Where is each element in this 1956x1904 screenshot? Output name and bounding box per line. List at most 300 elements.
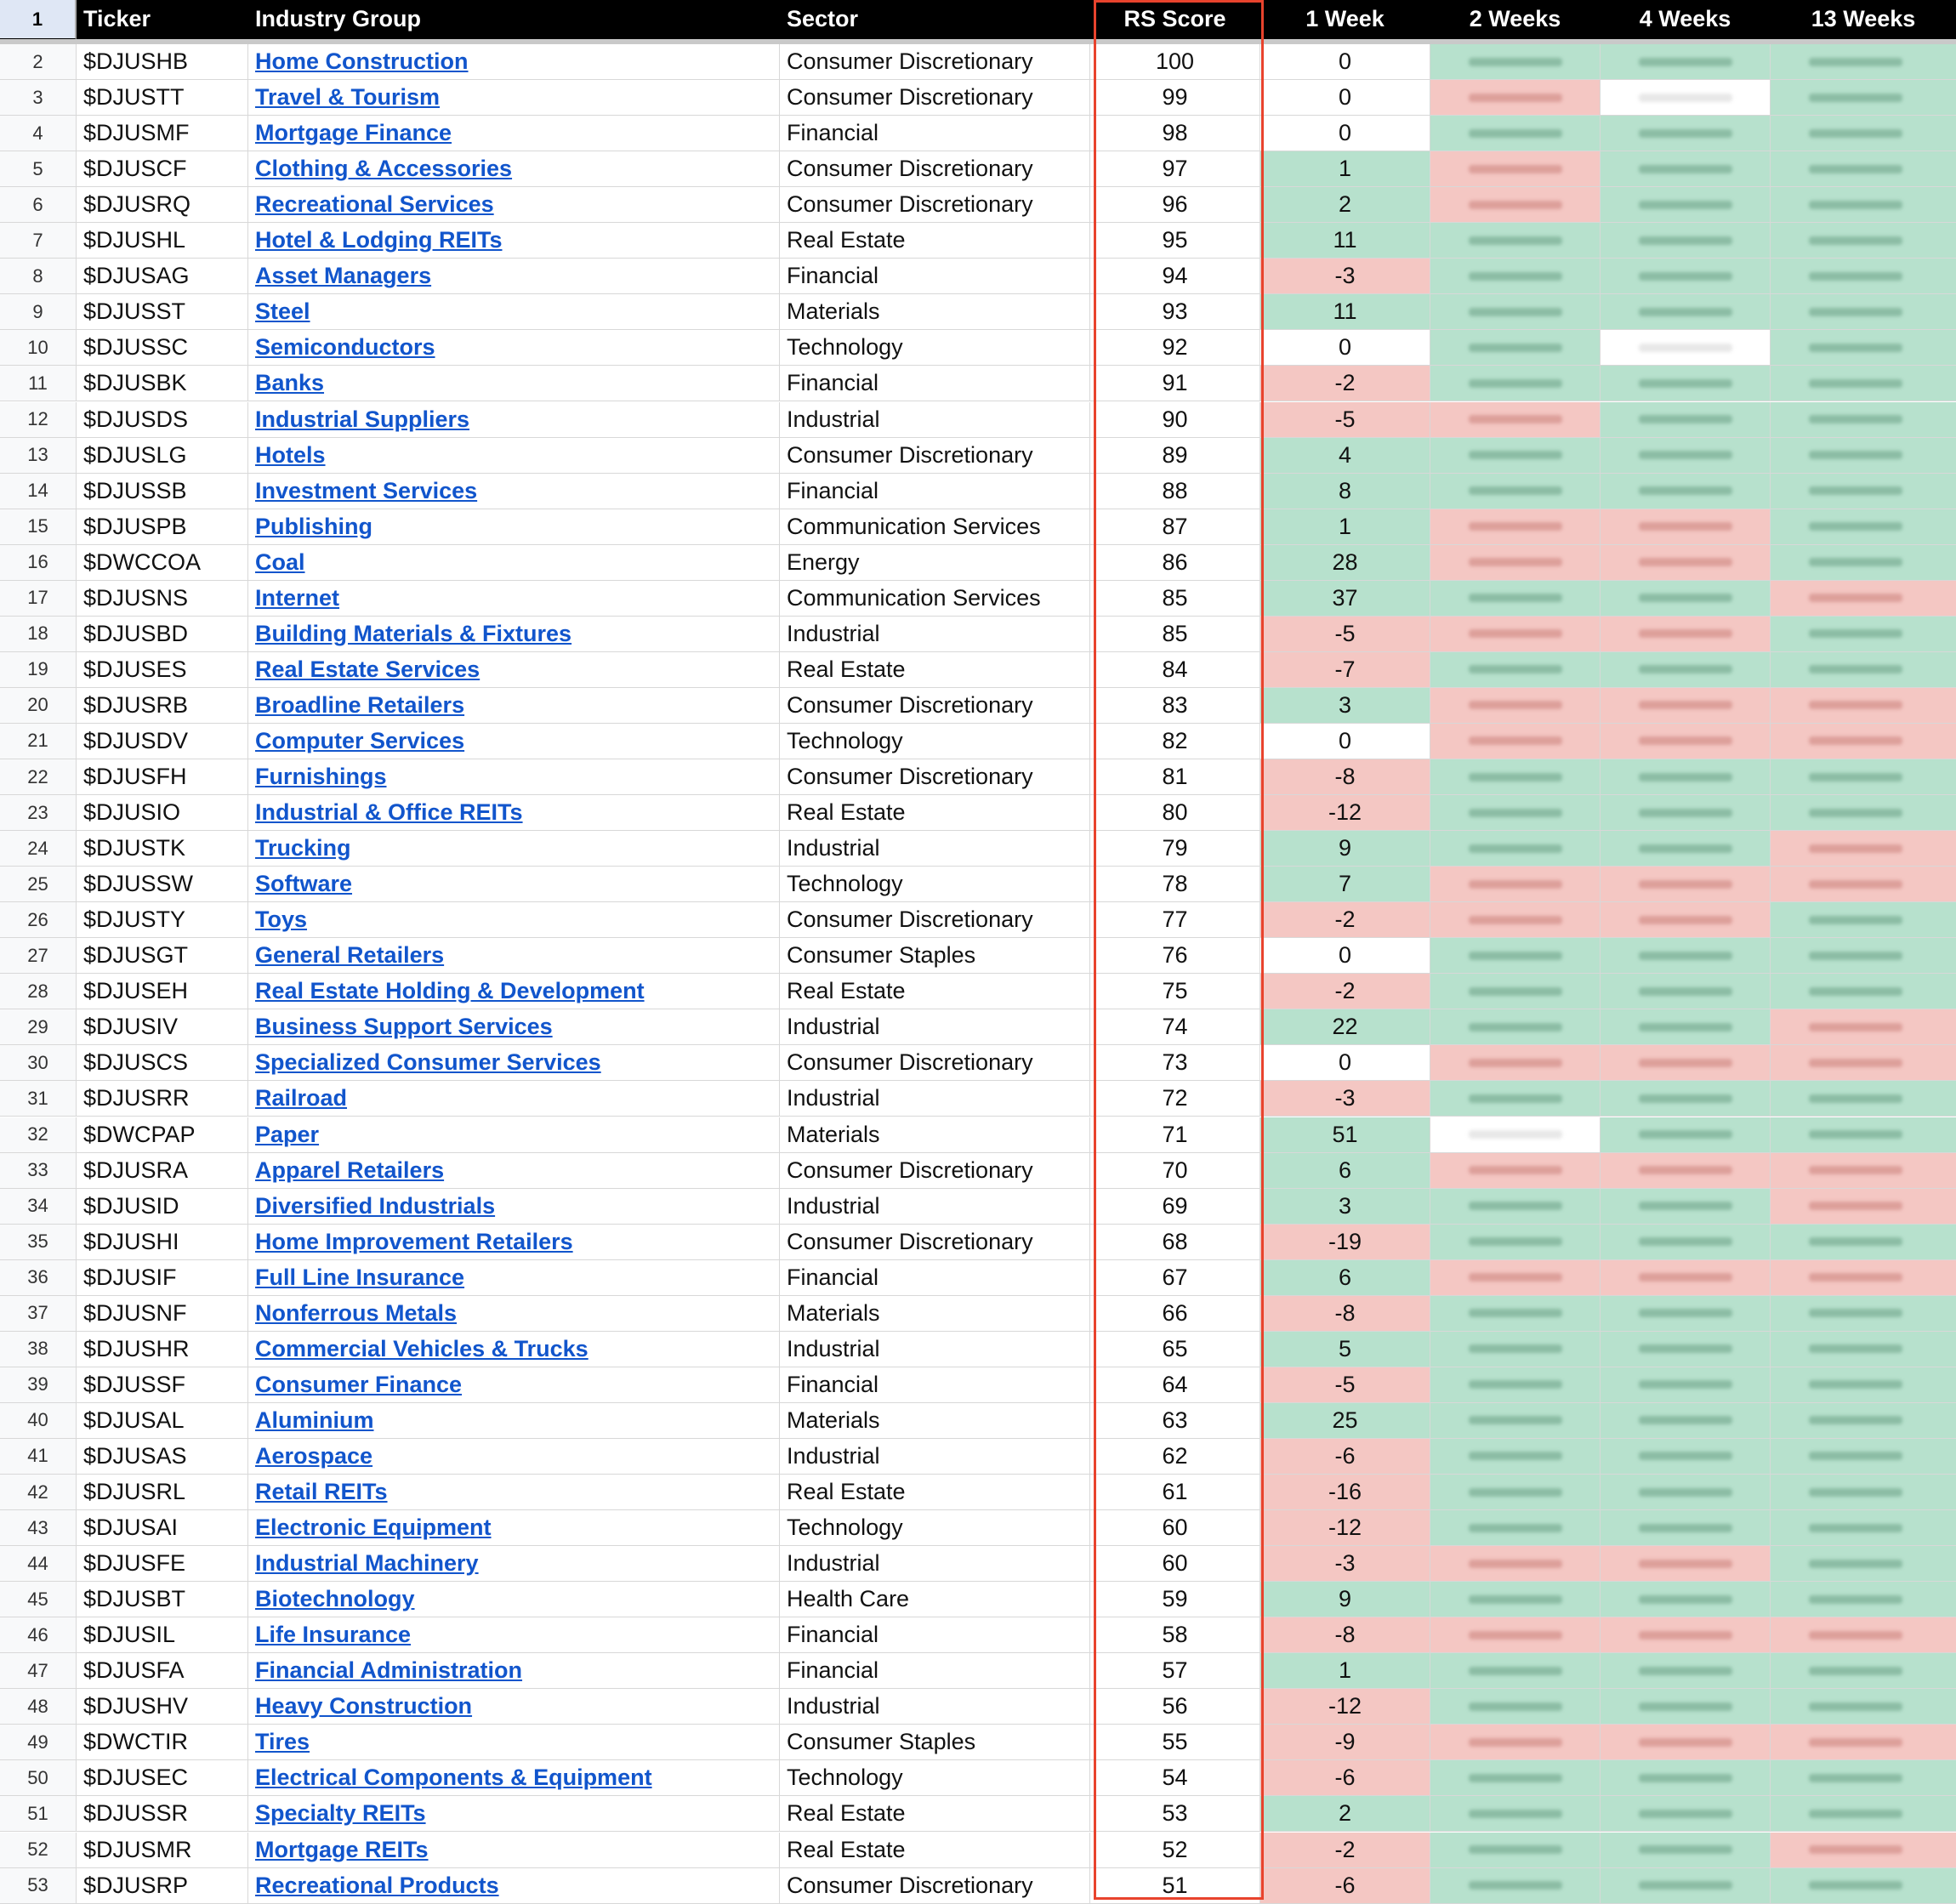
row-number[interactable]: 47: [0, 1653, 77, 1689]
one-week-change-cell[interactable]: 6: [1260, 1260, 1430, 1296]
one-week-change-cell[interactable]: 7: [1260, 867, 1430, 902]
one-week-change-cell[interactable]: -2: [1260, 1833, 1430, 1868]
industry-group-cell[interactable]: [248, 1081, 780, 1117]
one-week-change-cell[interactable]: 0: [1260, 938, 1430, 974]
thirteen-weeks-change-cell[interactable]: [1771, 617, 1956, 652]
one-week-change-cell[interactable]: -19: [1260, 1225, 1430, 1260]
one-week-change-cell[interactable]: 28: [1260, 545, 1430, 581]
two-weeks-change-cell[interactable]: [1430, 1332, 1601, 1367]
industry-group-cell[interactable]: [248, 867, 780, 902]
row-number[interactable]: 38: [0, 1332, 77, 1367]
ticker-cell[interactable]: $DJUSBT: [77, 1582, 248, 1617]
industry-group-link[interactable]: Paper: [255, 1121, 320, 1147]
industry-group-link[interactable]: Publishing: [255, 513, 372, 539]
industry-group-link[interactable]: Broadline Retailers: [255, 691, 465, 718]
ticker-cell[interactable]: $DJUSHR: [77, 1332, 248, 1367]
thirteen-weeks-change-cell[interactable]: [1771, 1582, 1956, 1617]
sector-cell[interactable]: Real Estate: [780, 223, 1090, 259]
column-header-13-weeks[interactable]: 13 Weeks: [1771, 0, 1956, 39]
rs-score-cell[interactable]: 55: [1090, 1725, 1260, 1760]
two-weeks-change-cell[interactable]: [1430, 1117, 1601, 1153]
two-weeks-change-cell[interactable]: [1430, 1868, 1601, 1904]
sector-cell[interactable]: Industrial: [780, 1546, 1090, 1582]
thirteen-weeks-change-cell[interactable]: [1771, 294, 1956, 330]
one-week-change-cell[interactable]: -7: [1260, 652, 1430, 688]
thirteen-weeks-change-cell[interactable]: [1771, 688, 1956, 724]
rs-score-cell[interactable]: 90: [1090, 402, 1260, 438]
industry-group-cell[interactable]: [248, 1475, 780, 1510]
row-number[interactable]: 34: [0, 1189, 77, 1225]
rs-score-cell[interactable]: 84: [1090, 652, 1260, 688]
ticker-cell[interactable]: $DJUSIL: [77, 1617, 248, 1653]
row-number[interactable]: 11: [0, 366, 77, 401]
row-number[interactable]: 42: [0, 1475, 77, 1510]
four-weeks-change-cell[interactable]: [1601, 80, 1771, 116]
rs-score-cell[interactable]: 74: [1090, 1009, 1260, 1045]
two-weeks-change-cell[interactable]: [1430, 581, 1601, 617]
four-weeks-change-cell[interactable]: [1601, 1367, 1771, 1403]
ticker-cell[interactable]: $DJUSES: [77, 652, 248, 688]
four-weeks-change-cell[interactable]: [1601, 1868, 1771, 1904]
sector-cell[interactable]: Consumer Discretionary: [780, 438, 1090, 474]
sector-cell[interactable]: Materials: [780, 294, 1090, 330]
two-weeks-change-cell[interactable]: [1430, 1833, 1601, 1868]
two-weeks-change-cell[interactable]: [1430, 1760, 1601, 1796]
industry-group-cell[interactable]: [248, 1009, 780, 1045]
one-week-change-cell[interactable]: 0: [1260, 44, 1430, 80]
row-number[interactable]: 29: [0, 1009, 77, 1045]
four-weeks-change-cell[interactable]: [1601, 1153, 1771, 1189]
two-weeks-change-cell[interactable]: [1430, 1796, 1601, 1832]
ticker-cell[interactable]: $DJUSCS: [77, 1045, 248, 1081]
rs-score-cell[interactable]: 95: [1090, 223, 1260, 259]
sector-cell[interactable]: Real Estate: [780, 974, 1090, 1009]
ticker-cell[interactable]: $DWCCOA: [77, 545, 248, 581]
four-weeks-change-cell[interactable]: [1601, 1689, 1771, 1725]
four-weeks-change-cell[interactable]: [1601, 938, 1771, 974]
one-week-change-cell[interactable]: -8: [1260, 1617, 1430, 1653]
rs-score-cell[interactable]: 79: [1090, 831, 1260, 867]
rs-score-cell[interactable]: 86: [1090, 545, 1260, 581]
sector-cell[interactable]: Consumer Discretionary: [780, 902, 1090, 938]
rs-score-cell[interactable]: 78: [1090, 867, 1260, 902]
industry-group-cell[interactable]: [248, 1189, 780, 1225]
four-weeks-change-cell[interactable]: [1601, 759, 1771, 795]
four-weeks-change-cell[interactable]: [1601, 831, 1771, 867]
thirteen-weeks-change-cell[interactable]: [1771, 974, 1956, 1009]
thirteen-weeks-change-cell[interactable]: [1771, 1653, 1956, 1689]
sector-cell[interactable]: Industrial: [780, 1689, 1090, 1725]
one-week-change-cell[interactable]: 2: [1260, 187, 1430, 223]
ticker-cell[interactable]: $DJUSIF: [77, 1260, 248, 1296]
two-weeks-change-cell[interactable]: [1430, 187, 1601, 223]
sector-cell[interactable]: Industrial: [780, 1009, 1090, 1045]
two-weeks-change-cell[interactable]: [1430, 831, 1601, 867]
row-number[interactable]: 24: [0, 831, 77, 867]
two-weeks-change-cell[interactable]: [1430, 44, 1601, 80]
rs-score-cell[interactable]: 52: [1090, 1833, 1260, 1868]
industry-group-cell[interactable]: [248, 474, 780, 509]
rs-score-cell[interactable]: 82: [1090, 724, 1260, 759]
ticker-cell[interactable]: $DJUSAG: [77, 259, 248, 294]
industry-group-cell[interactable]: [248, 617, 780, 652]
one-week-change-cell[interactable]: -16: [1260, 1475, 1430, 1510]
ticker-cell[interactable]: $DJUSST: [77, 294, 248, 330]
industry-group-link[interactable]: Commercial Vehicles & Trucks: [255, 1335, 589, 1361]
one-week-change-cell[interactable]: -2: [1260, 902, 1430, 938]
four-weeks-change-cell[interactable]: [1601, 1475, 1771, 1510]
industry-group-link[interactable]: Recreational Products: [255, 1872, 499, 1898]
thirteen-weeks-change-cell[interactable]: [1771, 581, 1956, 617]
row-number[interactable]: 41: [0, 1439, 77, 1475]
row-number[interactable]: 39: [0, 1367, 77, 1403]
ticker-cell[interactable]: $DJUSPB: [77, 509, 248, 545]
thirteen-weeks-change-cell[interactable]: [1771, 1546, 1956, 1582]
two-weeks-change-cell[interactable]: [1430, 259, 1601, 294]
industry-group-cell[interactable]: [248, 1117, 780, 1153]
industry-group-link[interactable]: Aluminium: [255, 1407, 374, 1433]
sector-cell[interactable]: Financial: [780, 1260, 1090, 1296]
thirteen-weeks-change-cell[interactable]: [1771, 759, 1956, 795]
industry-group-link[interactable]: Tires: [255, 1729, 310, 1755]
thirteen-weeks-change-cell[interactable]: [1771, 652, 1956, 688]
rs-score-cell[interactable]: 93: [1090, 294, 1260, 330]
four-weeks-change-cell[interactable]: [1601, 1403, 1771, 1439]
thirteen-weeks-change-cell[interactable]: [1771, 1117, 1956, 1153]
industry-group-link[interactable]: Toys: [255, 907, 308, 933]
rs-score-cell[interactable]: 75: [1090, 974, 1260, 1009]
one-week-change-cell[interactable]: -12: [1260, 1510, 1430, 1546]
column-header-4-weeks[interactable]: 4 Weeks: [1601, 0, 1771, 39]
industry-group-cell[interactable]: [248, 1332, 780, 1367]
ticker-cell[interactable]: $DJUSSF: [77, 1367, 248, 1403]
one-week-change-cell[interactable]: 8: [1260, 474, 1430, 509]
rs-score-cell[interactable]: 98: [1090, 116, 1260, 151]
four-weeks-change-cell[interactable]: [1601, 151, 1771, 187]
two-weeks-change-cell[interactable]: [1430, 1153, 1601, 1189]
sector-cell[interactable]: Consumer Discretionary: [780, 151, 1090, 187]
row-number[interactable]: 30: [0, 1045, 77, 1081]
one-week-change-cell[interactable]: 0: [1260, 116, 1430, 151]
industry-group-cell[interactable]: [248, 1796, 780, 1832]
row-number[interactable]: 43: [0, 1510, 77, 1546]
row-number[interactable]: 45: [0, 1582, 77, 1617]
sector-cell[interactable]: Financial: [780, 259, 1090, 294]
row-number[interactable]: 36: [0, 1260, 77, 1296]
sector-cell[interactable]: Consumer Discretionary: [780, 1045, 1090, 1081]
ticker-cell[interactable]: $DJUSMR: [77, 1833, 248, 1868]
ticker-cell[interactable]: $DJUSTK: [77, 831, 248, 867]
industry-group-link[interactable]: Internet: [255, 584, 340, 611]
rs-score-cell[interactable]: 77: [1090, 902, 1260, 938]
thirteen-weeks-change-cell[interactable]: [1771, 80, 1956, 116]
two-weeks-change-cell[interactable]: [1430, 1189, 1601, 1225]
rs-score-cell[interactable]: 63: [1090, 1403, 1260, 1439]
four-weeks-change-cell[interactable]: [1601, 867, 1771, 902]
ticker-cell[interactable]: $DJUSBK: [77, 366, 248, 401]
sector-cell[interactable]: Consumer Discretionary: [780, 187, 1090, 223]
two-weeks-change-cell[interactable]: [1430, 1403, 1601, 1439]
thirteen-weeks-change-cell[interactable]: [1771, 938, 1956, 974]
thirteen-weeks-change-cell[interactable]: [1771, 1189, 1956, 1225]
four-weeks-change-cell[interactable]: [1601, 795, 1771, 831]
industry-group-link[interactable]: Asset Managers: [255, 263, 432, 289]
industry-group-cell[interactable]: [248, 402, 780, 438]
industry-group-cell[interactable]: [248, 1510, 780, 1546]
sector-cell[interactable]: Technology: [780, 1510, 1090, 1546]
sector-cell[interactable]: Industrial: [780, 831, 1090, 867]
sector-cell[interactable]: Financial: [780, 116, 1090, 151]
ticker-cell[interactable]: $DJUSDS: [77, 402, 248, 438]
row-number[interactable]: 48: [0, 1689, 77, 1725]
thirteen-weeks-change-cell[interactable]: [1771, 1153, 1956, 1189]
row-number[interactable]: 6: [0, 187, 77, 223]
sector-cell[interactable]: Health Care: [780, 1582, 1090, 1617]
rs-score-cell[interactable]: 88: [1090, 474, 1260, 509]
rs-score-cell[interactable]: 87: [1090, 509, 1260, 545]
industry-group-link[interactable]: Mortgage REITs: [255, 1836, 429, 1862]
ticker-cell[interactable]: $DJUSRB: [77, 688, 248, 724]
industry-group-cell[interactable]: [248, 1403, 780, 1439]
ticker-cell[interactable]: $DJUSRP: [77, 1868, 248, 1904]
thirteen-weeks-change-cell[interactable]: [1771, 1796, 1956, 1832]
four-weeks-change-cell[interactable]: [1601, 1617, 1771, 1653]
one-week-change-cell[interactable]: 1: [1260, 151, 1430, 187]
four-weeks-change-cell[interactable]: [1601, 1439, 1771, 1475]
column-header-rs-score[interactable]: RS Score: [1090, 0, 1260, 39]
row-number[interactable]: 25: [0, 867, 77, 902]
row-number[interactable]: 23: [0, 795, 77, 831]
row-number[interactable]: 13: [0, 438, 77, 474]
one-week-change-cell[interactable]: -3: [1260, 1081, 1430, 1117]
row-number[interactable]: 32: [0, 1117, 77, 1153]
ticker-cell[interactable]: $DJUSHB: [77, 44, 248, 80]
row-number[interactable]: 33: [0, 1153, 77, 1189]
row-number[interactable]: 2: [0, 44, 77, 80]
four-weeks-change-cell[interactable]: [1601, 724, 1771, 759]
ticker-cell[interactable]: $DJUSSB: [77, 474, 248, 509]
industry-group-cell[interactable]: [248, 1045, 780, 1081]
ticker-cell[interactable]: $DJUSFA: [77, 1653, 248, 1689]
thirteen-weeks-change-cell[interactable]: [1771, 474, 1956, 509]
rs-score-cell[interactable]: 66: [1090, 1296, 1260, 1332]
two-weeks-change-cell[interactable]: [1430, 1725, 1601, 1760]
four-weeks-change-cell[interactable]: [1601, 438, 1771, 474]
rs-score-cell[interactable]: 76: [1090, 938, 1260, 974]
rs-score-cell[interactable]: 80: [1090, 795, 1260, 831]
two-weeks-change-cell[interactable]: [1430, 223, 1601, 259]
two-weeks-change-cell[interactable]: [1430, 795, 1601, 831]
two-weeks-change-cell[interactable]: [1430, 1546, 1601, 1582]
ticker-cell[interactable]: $DJUSID: [77, 1189, 248, 1225]
two-weeks-change-cell[interactable]: [1430, 438, 1601, 474]
column-header-1-week[interactable]: 1 Week: [1260, 0, 1430, 39]
ticker-cell[interactable]: $DJUSTT: [77, 80, 248, 116]
industry-group-cell[interactable]: [248, 581, 780, 617]
two-weeks-change-cell[interactable]: [1430, 902, 1601, 938]
industry-group-link[interactable]: Life Insurance: [255, 1622, 412, 1648]
rs-score-cell[interactable]: 71: [1090, 1117, 1260, 1153]
two-weeks-change-cell[interactable]: [1430, 938, 1601, 974]
industry-group-link[interactable]: Consumer Finance: [255, 1371, 463, 1397]
ticker-cell[interactable]: $DWCTIR: [77, 1725, 248, 1760]
industry-group-link[interactable]: Electrical Components & Equipment: [255, 1765, 652, 1791]
row-number[interactable]: 14: [0, 474, 77, 509]
industry-group-cell[interactable]: [248, 831, 780, 867]
four-weeks-change-cell[interactable]: [1601, 1225, 1771, 1260]
rs-score-cell[interactable]: 54: [1090, 1760, 1260, 1796]
four-weeks-change-cell[interactable]: [1601, 652, 1771, 688]
sector-cell[interactable]: Real Estate: [780, 1796, 1090, 1832]
four-weeks-change-cell[interactable]: [1601, 259, 1771, 294]
row-number[interactable]: 8: [0, 259, 77, 294]
one-week-change-cell[interactable]: 0: [1260, 1045, 1430, 1081]
thirteen-weeks-change-cell[interactable]: [1771, 1225, 1956, 1260]
column-header-ticker[interactable]: Ticker: [77, 0, 248, 39]
industry-group-cell[interactable]: [248, 1546, 780, 1582]
industry-group-link[interactable]: Aerospace: [255, 1442, 373, 1469]
two-weeks-change-cell[interactable]: [1430, 688, 1601, 724]
thirteen-weeks-change-cell[interactable]: [1771, 1439, 1956, 1475]
industry-group-cell[interactable]: [248, 223, 780, 259]
ticker-cell[interactable]: $DJUSFH: [77, 759, 248, 795]
sector-cell[interactable]: Real Estate: [780, 1475, 1090, 1510]
thirteen-weeks-change-cell[interactable]: [1771, 724, 1956, 759]
two-weeks-change-cell[interactable]: [1430, 151, 1601, 187]
four-weeks-change-cell[interactable]: [1601, 1760, 1771, 1796]
row-number[interactable]: 49: [0, 1725, 77, 1760]
four-weeks-change-cell[interactable]: [1601, 402, 1771, 438]
industry-group-cell[interactable]: [248, 80, 780, 116]
thirteen-weeks-change-cell[interactable]: [1771, 1617, 1956, 1653]
thirteen-weeks-change-cell[interactable]: [1771, 1833, 1956, 1868]
industry-group-cell[interactable]: [248, 116, 780, 151]
industry-group-cell[interactable]: [248, 902, 780, 938]
row-number[interactable]: 53: [0, 1868, 77, 1904]
thirteen-weeks-change-cell[interactable]: [1771, 831, 1956, 867]
four-weeks-change-cell[interactable]: [1601, 294, 1771, 330]
thirteen-weeks-change-cell[interactable]: [1771, 187, 1956, 223]
industry-group-link[interactable]: Biotechnology: [255, 1586, 415, 1612]
sector-cell[interactable]: Technology: [780, 330, 1090, 366]
two-weeks-change-cell[interactable]: [1430, 294, 1601, 330]
row-number[interactable]: 18: [0, 617, 77, 652]
industry-group-link[interactable]: Semiconductors: [255, 334, 435, 361]
two-weeks-change-cell[interactable]: [1430, 1009, 1601, 1045]
sector-cell[interactable]: Real Estate: [780, 652, 1090, 688]
four-weeks-change-cell[interactable]: [1601, 1653, 1771, 1689]
industry-group-cell[interactable]: [248, 1260, 780, 1296]
industry-group-cell[interactable]: [248, 1617, 780, 1653]
sector-cell[interactable]: Consumer Staples: [780, 938, 1090, 974]
industry-group-link[interactable]: Furnishings: [255, 764, 387, 790]
ticker-cell[interactable]: $DJUSIO: [77, 795, 248, 831]
industry-group-cell[interactable]: [248, 1582, 780, 1617]
thirteen-weeks-change-cell[interactable]: [1771, 1725, 1956, 1760]
rs-score-cell[interactable]: 58: [1090, 1617, 1260, 1653]
ticker-cell[interactable]: $DJUSAI: [77, 1510, 248, 1546]
thirteen-weeks-change-cell[interactable]: [1771, 1868, 1956, 1904]
industry-group-link[interactable]: Investment Services: [255, 477, 478, 503]
sector-cell[interactable]: Consumer Discretionary: [780, 688, 1090, 724]
industry-group-link[interactable]: Coal: [255, 548, 305, 575]
four-weeks-change-cell[interactable]: [1601, 902, 1771, 938]
sector-cell[interactable]: Materials: [780, 1117, 1090, 1153]
sector-cell[interactable]: Energy: [780, 545, 1090, 581]
sector-cell[interactable]: Consumer Discretionary: [780, 80, 1090, 116]
row-number[interactable]: 12: [0, 402, 77, 438]
industry-group-cell[interactable]: [248, 44, 780, 80]
industry-group-link[interactable]: Real Estate Services: [255, 656, 480, 682]
thirteen-weeks-change-cell[interactable]: [1771, 366, 1956, 401]
one-week-change-cell[interactable]: 0: [1260, 80, 1430, 116]
industry-group-cell[interactable]: [248, 1653, 780, 1689]
thirteen-weeks-change-cell[interactable]: [1771, 1510, 1956, 1546]
industry-group-link[interactable]: Hotels: [255, 441, 326, 468]
one-week-change-cell[interactable]: -5: [1260, 402, 1430, 438]
four-weeks-change-cell[interactable]: [1601, 1833, 1771, 1868]
industry-group-link[interactable]: Full Line Insurance: [255, 1264, 465, 1290]
industry-group-cell[interactable]: [248, 1153, 780, 1189]
four-weeks-change-cell[interactable]: [1601, 581, 1771, 617]
rs-score-cell[interactable]: 83: [1090, 688, 1260, 724]
row-number[interactable]: 22: [0, 759, 77, 795]
row-number[interactable]: 50: [0, 1760, 77, 1796]
ticker-cell[interactable]: $DJUSNF: [77, 1296, 248, 1332]
industry-group-link[interactable]: Industrial & Office REITs: [255, 799, 523, 826]
four-weeks-change-cell[interactable]: [1601, 617, 1771, 652]
two-weeks-change-cell[interactable]: [1430, 1260, 1601, 1296]
two-weeks-change-cell[interactable]: [1430, 116, 1601, 151]
row-number[interactable]: 20: [0, 688, 77, 724]
two-weeks-change-cell[interactable]: [1430, 1617, 1601, 1653]
industry-group-cell[interactable]: [248, 1833, 780, 1868]
rs-score-cell[interactable]: 60: [1090, 1546, 1260, 1582]
sector-cell[interactable]: Technology: [780, 724, 1090, 759]
rs-score-cell[interactable]: 59: [1090, 1582, 1260, 1617]
row-number[interactable]: 9: [0, 294, 77, 330]
two-weeks-change-cell[interactable]: [1430, 80, 1601, 116]
industry-group-cell[interactable]: [248, 294, 780, 330]
rs-score-cell[interactable]: 94: [1090, 259, 1260, 294]
two-weeks-change-cell[interactable]: [1430, 1439, 1601, 1475]
ticker-cell[interactable]: $DJUSSW: [77, 867, 248, 902]
row-number[interactable]: 7: [0, 223, 77, 259]
ticker-cell[interactable]: $DJUSSC: [77, 330, 248, 366]
thirteen-weeks-change-cell[interactable]: [1771, 402, 1956, 438]
industry-group-cell[interactable]: [248, 974, 780, 1009]
row-number[interactable]: 19: [0, 652, 77, 688]
thirteen-weeks-change-cell[interactable]: [1771, 259, 1956, 294]
one-week-change-cell[interactable]: 5: [1260, 1332, 1430, 1367]
industry-group-cell[interactable]: [248, 938, 780, 974]
thirteen-weeks-change-cell[interactable]: [1771, 795, 1956, 831]
rs-score-cell[interactable]: 56: [1090, 1689, 1260, 1725]
thirteen-weeks-change-cell[interactable]: [1771, 44, 1956, 80]
thirteen-weeks-change-cell[interactable]: [1771, 330, 1956, 366]
rs-score-cell[interactable]: 68: [1090, 1225, 1260, 1260]
industry-group-cell[interactable]: [248, 545, 780, 581]
four-weeks-change-cell[interactable]: [1601, 1796, 1771, 1832]
industry-group-link[interactable]: Diversified Industrials: [255, 1192, 496, 1219]
two-weeks-change-cell[interactable]: [1430, 1296, 1601, 1332]
industry-group-link[interactable]: Steel: [255, 298, 310, 325]
one-week-change-cell[interactable]: 11: [1260, 223, 1430, 259]
sector-cell[interactable]: Financial: [780, 1367, 1090, 1403]
one-week-change-cell[interactable]: 22: [1260, 1009, 1430, 1045]
industry-group-link[interactable]: Software: [255, 871, 353, 897]
one-week-change-cell[interactable]: 37: [1260, 581, 1430, 617]
